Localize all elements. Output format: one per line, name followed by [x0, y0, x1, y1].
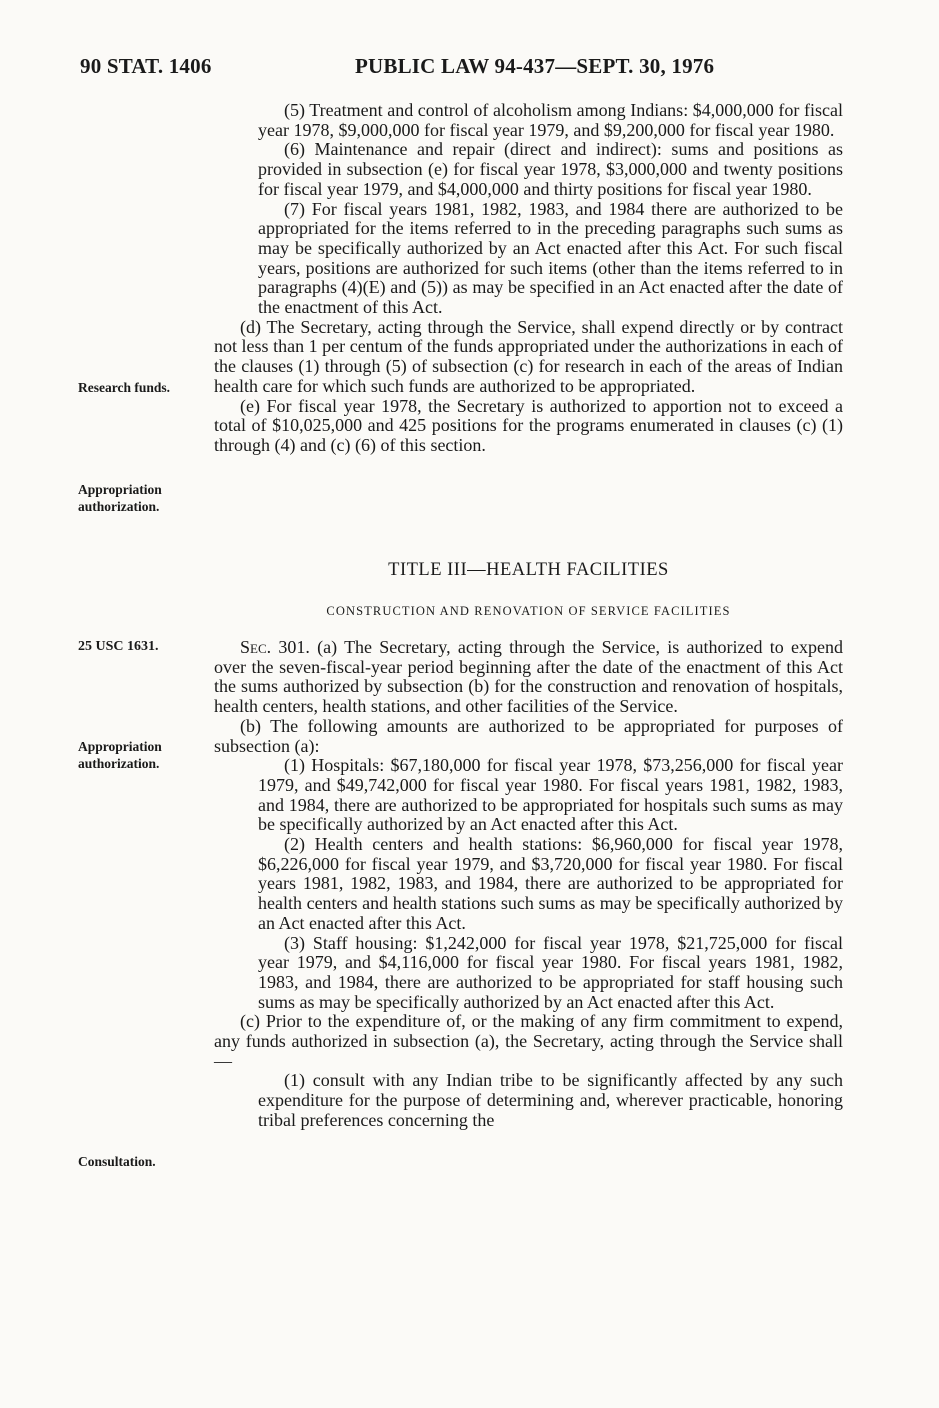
- paragraph-6: (6) Maintenance and repair (direct and indirect): sums and positions as provided in subsection (e) for fiscal year 1978, $3,000,000 and twenty positions for fiscal year 1979, and $4,000,000 and thirty positions for fiscal year 1980.: [258, 139, 843, 199]
- paragraph-7: (7) For fiscal years 1981, 1982, 1983, and 1984 there are authorized to be appropriated for the items referred to in the preceding paragraphs such sums as may be specifically authorized by an Act enacted after this Act. For such fiscal years, positions are authorized for such items (other than the items referred to in paragraphs (4)(E) and (5)) as may be specified in an Act enacted after the date of the enactment of this Act.: [258, 198, 843, 318]
- body-top: [214, 101, 843, 456]
- margin-note-research-funds: Research funds.: [78, 380, 171, 395]
- clause-c1: (1) consult with any Indian tribe to be significantly affected by any such expenditure for the purpose of determining and, wherever practicable, honoring tribal preferences concerning the: [258, 1070, 843, 1130]
- margin-note-usc: 25 USC 1631.: [78, 639, 159, 654]
- clause-b2: (2) Health centers and health stations: $6,960,000 for fiscal year 1978, $6,226,000 for fiscal year 1979, and $3,720,000 for fiscal year 1980. For fiscal years 1981, 1982, 1983, and 1984, there are authorized to be appropriated for health centers and health stations such sums as may be specifically authorized by an Act enacted after this Act.: [258, 834, 843, 933]
- paragraph-5: (5) Treatment and control of alcoholism among Indians: $4,000,000 for fiscal year 1978, $9,000,000 for fiscal year 1979, and $9,200,000 for fiscal year 1980.: [258, 100, 843, 140]
- section-subheading: CONSTRUCTION AND RENOVATION OF SERVICE FACILITIES: [326, 604, 731, 618]
- margin-note-line: Appropriation: [78, 482, 162, 497]
- subsection-a-text: (a) The Secretary, acting through the Service, is authorized to expend over the seven-fiscal-year period beginning after the date of the enactment of this Act the sums authorized by subsection (b) for the construction and renovation of hospitals, health centers, health stations, and other facilities of the Service.: [214, 637, 844, 717]
- margin-note-line: authorization.: [78, 756, 160, 771]
- subsection-b: (b) The following amounts are authorized to be appropriated for purposes of subsection (a):: [214, 715, 843, 756]
- statute-page-number: 90 STAT. 1406: [80, 54, 212, 78]
- margin-note-line: authorization.: [78, 499, 160, 514]
- section-label: Sec. 301.: [240, 637, 310, 657]
- margin-note-line: Appropriation: [78, 739, 162, 754]
- margin-note-appropriation-1: [78, 481, 162, 515]
- subsection-a: [214, 638, 843, 717]
- clause-b3: (3) Staff housing: $1,242,000 for fiscal year 1978, $21,725,000 for fiscal year 1979, and $4,116,000 for fiscal year 1980. For fiscal years 1981, 1982, 1983, and 1984, there are authorized to be appropriated for staff housing such sums as may be specifically authorized by an Act enacted after this Act.: [258, 932, 843, 1012]
- running-header: PUBLIC LAW 94-437—SEPT. 30, 1976: [355, 54, 715, 78]
- section-301: [214, 638, 843, 1131]
- subsection-e: (e) For fiscal year 1978, the Secretary is authorized to apportion not to exceed a total of $10,025,000 and 425 positions for the programs enumerated in clauses (c) (1) through (4) and (c) (6) of this section.: [214, 395, 843, 455]
- title-heading: TITLE III—HEALTH FACILITIES: [388, 560, 669, 580]
- margin-note-consultation: Consultation.: [78, 1154, 156, 1169]
- clause-b1: (1) Hospitals: $67,180,000 for fiscal year 1978, $73,256,000 for fiscal year 1979, and $49,742,000 for fiscal year 1980. For fiscal years 1981, 1982, 1983, and 1984, there are authorized to be appropriated for hospitals such sums as may be specifically authorized by an Act enacted after this Act.: [258, 755, 843, 835]
- subsection-c: (c) Prior to the expenditure of, or the making of any firm commitment to expend, any funds authorized in subsection (a), the Secretary, acting through the Service shall—: [214, 1011, 843, 1071]
- margin-note-appropriation-2: [78, 738, 162, 772]
- subsection-d: (d) The Secretary, acting through the Service, shall expend directly or by contract not less than 1 per centum of the funds appropriated under the authorizations in each of the clauses (1) through (5) of subsection (c) for research in each of the areas of Indian health care for which such funds are authorized to be appropriated.: [214, 316, 843, 396]
